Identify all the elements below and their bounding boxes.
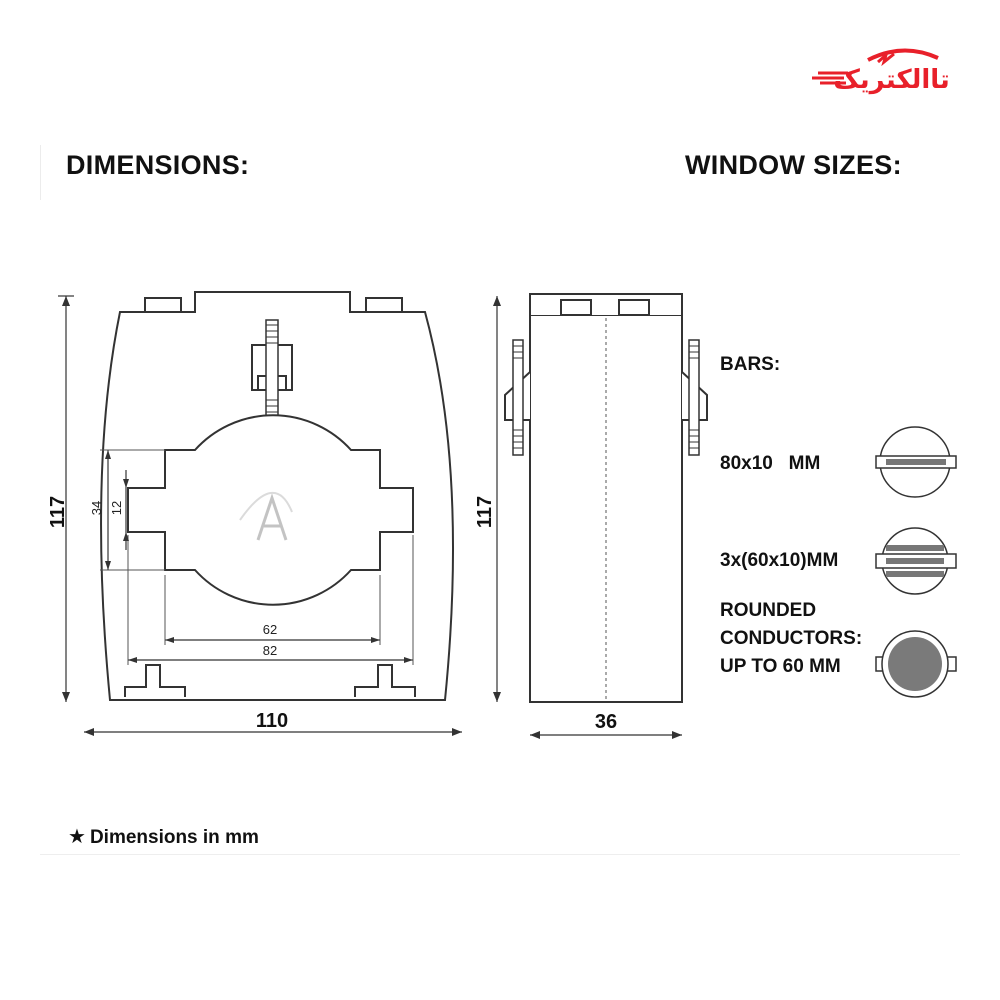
rounded-conductor-icon [876,631,956,697]
slot-inner-label: 12 [109,500,124,516]
rounded-label-line2: CONDUCTORS: [720,628,863,649]
inner-width-label: 62 [262,622,278,637]
front-height-label: 117 [47,495,69,529]
bars-label: BARS: [720,354,781,375]
rounded-label-line1: ROUNDED [720,600,817,621]
front-width-label: 110 [255,710,289,732]
dimensions-note-text: Dimensions in mm [89,827,259,848]
footer-divider [40,854,960,855]
bar-80x10-icon [876,427,956,497]
dimensions-note [68,824,259,849]
side-depth-label: 36 [594,711,618,733]
logo-text: آتاالکتریک [833,64,948,94]
star-icon: ★ [68,826,86,848]
window-sizes-heading: WINDOW SIZES: [685,150,902,180]
outer-width-label: 82 [262,643,278,658]
rounded-label-line3: UP TO 60 MM [720,656,841,677]
bar-3x60x10-icon [876,528,956,594]
dimensions-heading: DIMENSIONS: [66,150,250,180]
slot-height-label: 34 [89,500,104,516]
bar-option-80x10: 80x10 MM [720,453,821,474]
side-height-label: 117 [474,495,496,529]
bar-option-3x60x10: 3x(60x10)MM [720,550,839,571]
